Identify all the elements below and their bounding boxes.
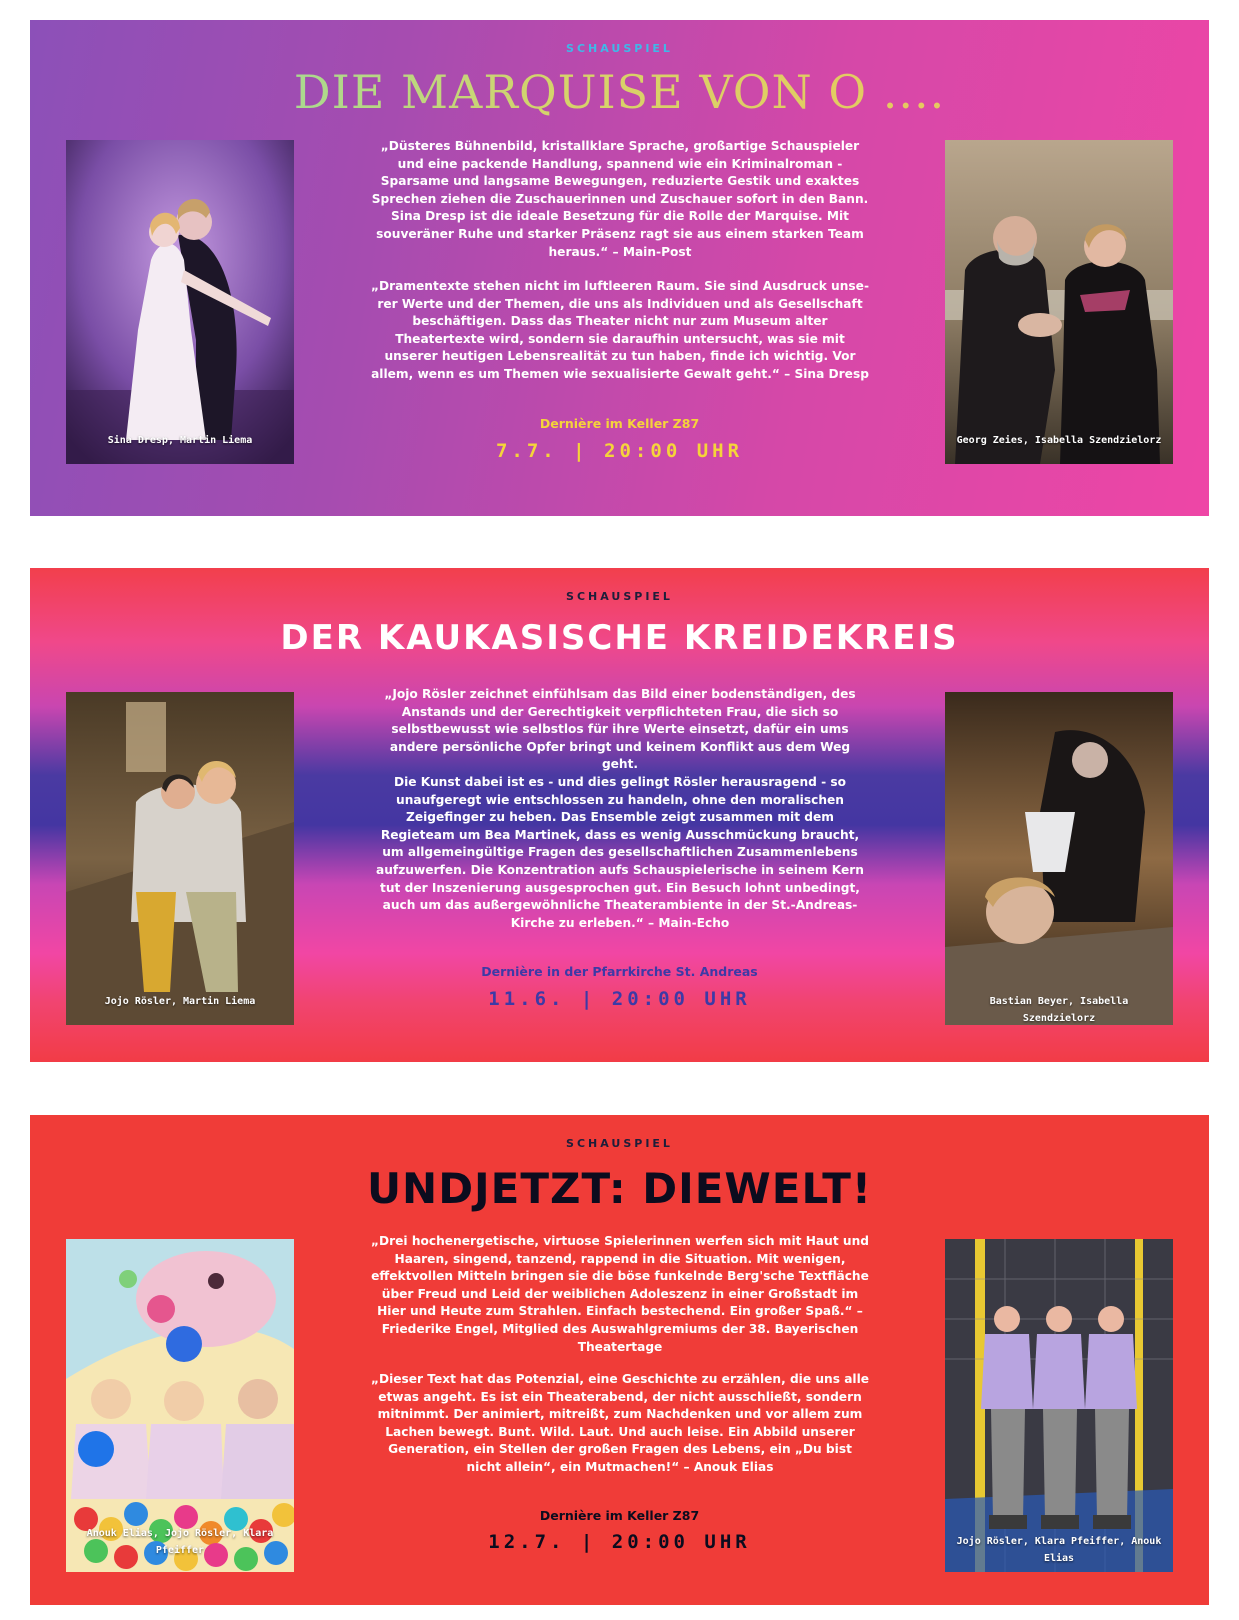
photo-caption: Georg Zeies, Isabella Szendzielorz (956, 435, 1162, 446)
photo-caption: Bastian Beyer, Isabella Szendzielorz (989, 996, 1129, 1024)
production-title: DIE MARQUISE VON O .... (30, 64, 1209, 120)
stage-photo-image (945, 140, 1173, 464)
photo-caption: Sina Dresp, Martin Liema (107, 435, 253, 446)
category-label: SCHAUSPIEL (566, 590, 673, 603)
photo-caption: Jojo Rösler, Martin Liema (104, 996, 256, 1007)
category-label: SCHAUSPIEL (566, 42, 673, 55)
performance-date: 12.7. | 20:00 UHR (488, 1531, 751, 1553)
production-card-undjetzt (30, 1115, 1209, 1605)
category-label: SCHAUSPIEL (566, 1137, 673, 1150)
review-quote: „Jojo Rösler zeichnet einfühlsam das Bild einer bodenständigen, des Anstands und der Gerechtigkeit verpflichteten Frau, die sich so selbstbewusst wie selbstlos für ihre Werte einsetzt, dafür ein ums andere persönliche Opfer bringt und keinem Konflikt aus dem Weg geht. Die Kunst dabei ist es - und dies gelingt Rösler herausragend - so unaufgeregt wie entschlossen zu handeln, ohne den moralischen Zeigefinger zu heben. Das Ensemble zeigt zusammen mit dem Regieteam um Bea Martinek, dass es wenig Ausschmückung braucht, um allgemeingültige Fragen des gesellschaftlichen Zusammenlebens aufzuwerfen. Die Konzentration aufs Schauspielerische in seinem Kern tut der Inszenierung ausgesprochen gut. Ein Besuch lohnt unbedingt, auch um das außergewöhnliche Theaterambiente in der St.-Andreas-Kirche zu erleben.“ – Main-Echo (376, 687, 864, 930)
photo-right (945, 1239, 1173, 1572)
photo-caption: Jojo Rösler, Klara Pfeiffer, Anouk Elias (956, 1536, 1162, 1564)
venue-label: Dernière im Keller Z87 (539, 1508, 700, 1523)
photo-right (945, 692, 1173, 1025)
photo-right (945, 140, 1173, 464)
venue-label: Dernière in der Pfarrkirche St. Andreas (481, 964, 758, 979)
venue-label: Dernière im Keller Z87 (539, 416, 700, 431)
stage-photo-image (945, 1239, 1173, 1572)
photo-caption: Anouk Elias, Jojo Rösler, Klara Pfeiffer (86, 1528, 274, 1556)
production-card-marquise (30, 20, 1209, 516)
performance-date: 11.6. | 20:00 UHR (488, 988, 751, 1010)
artist-quote: „Dieser Text hat das Potenzial, eine Geschichte zu erzählen, die uns alle etwas angeht. Es ist ein Theaterabend, der nicht ausschließt, sondern mitnimmt. Der animiert, mitreißt, zum Nachdenken und vor allem zum Lachen bewegt. Bunt. Wild. Laut. Und auch leise. Ein Abbild unserer Generation, ein Stellen der großen Fragen des Lebens, ein „Du bist nicht allein“, ein Mutmachen!“ – Anouk Elias (370, 1372, 870, 1474)
review-quote: „Drei hochenergetische, virtuose Spielerinnen werfen sich mit Haut und Haaren, singend, tanzend, rappend in die Situation. Mit wenigen, effektvollen Mitteln bringen sie die böse funkelnde Berg'sche Textfläche über Freud und Leid der weiblichen Adoleszenz in einer Großstadt im Hier und Heute zum Strahlen. Einfach bestechend. Ein großer Spaß.“ – Friederike Engel, Mitglied des Auswahlgremiums der 38. Bayerischen Theatertage (371, 1234, 869, 1354)
review-quote: „Düsteres Bühnenbild, kristallklare Sprache, großartige Schauspieler und eine packende Handlung, spannend wie ein Kriminalroman - Sparsame und langsame Bewegungen, reduzierte Gestik und exaktes Sprechen ziehen die Zuschauerinnen und Zuschauer sofort in den Bann. Sina Dresp ist die ideale Besetzung für die Rolle der Marquise. Mit souveräner Ruhe und starker Präsenz ragt sie aus einem starken Team heraus.“ – Main-Post (371, 139, 869, 259)
production-title: UNDJETZT: DIEWELT! (366, 1164, 873, 1213)
artist-quote: „Dramentexte stehen nicht im luftleeren Raum. Sie sind Ausdruck unserer Werte und der Themen, die uns als Individuen und als Gesellschaft beschäftigen. Dass das Theater nicht nur zum Museum alter Theatertexte wird, sondern sie daraufhin untersucht, was sie mit unserer heutigen Lebensrealität zu tun haben, finde ich wichtig. Vor allem, wenn es um Themen wie sexualisierte Gewalt geht.“ – Sina Dresp (370, 279, 869, 381)
production-title: DER KAUKASISCHE KREIDEKREIS (280, 618, 959, 658)
production-card-kreidekreis (30, 568, 1209, 1062)
stage-photo-image (945, 692, 1173, 1025)
performance-date: 7.7. | 20:00 UHR (495, 440, 744, 462)
